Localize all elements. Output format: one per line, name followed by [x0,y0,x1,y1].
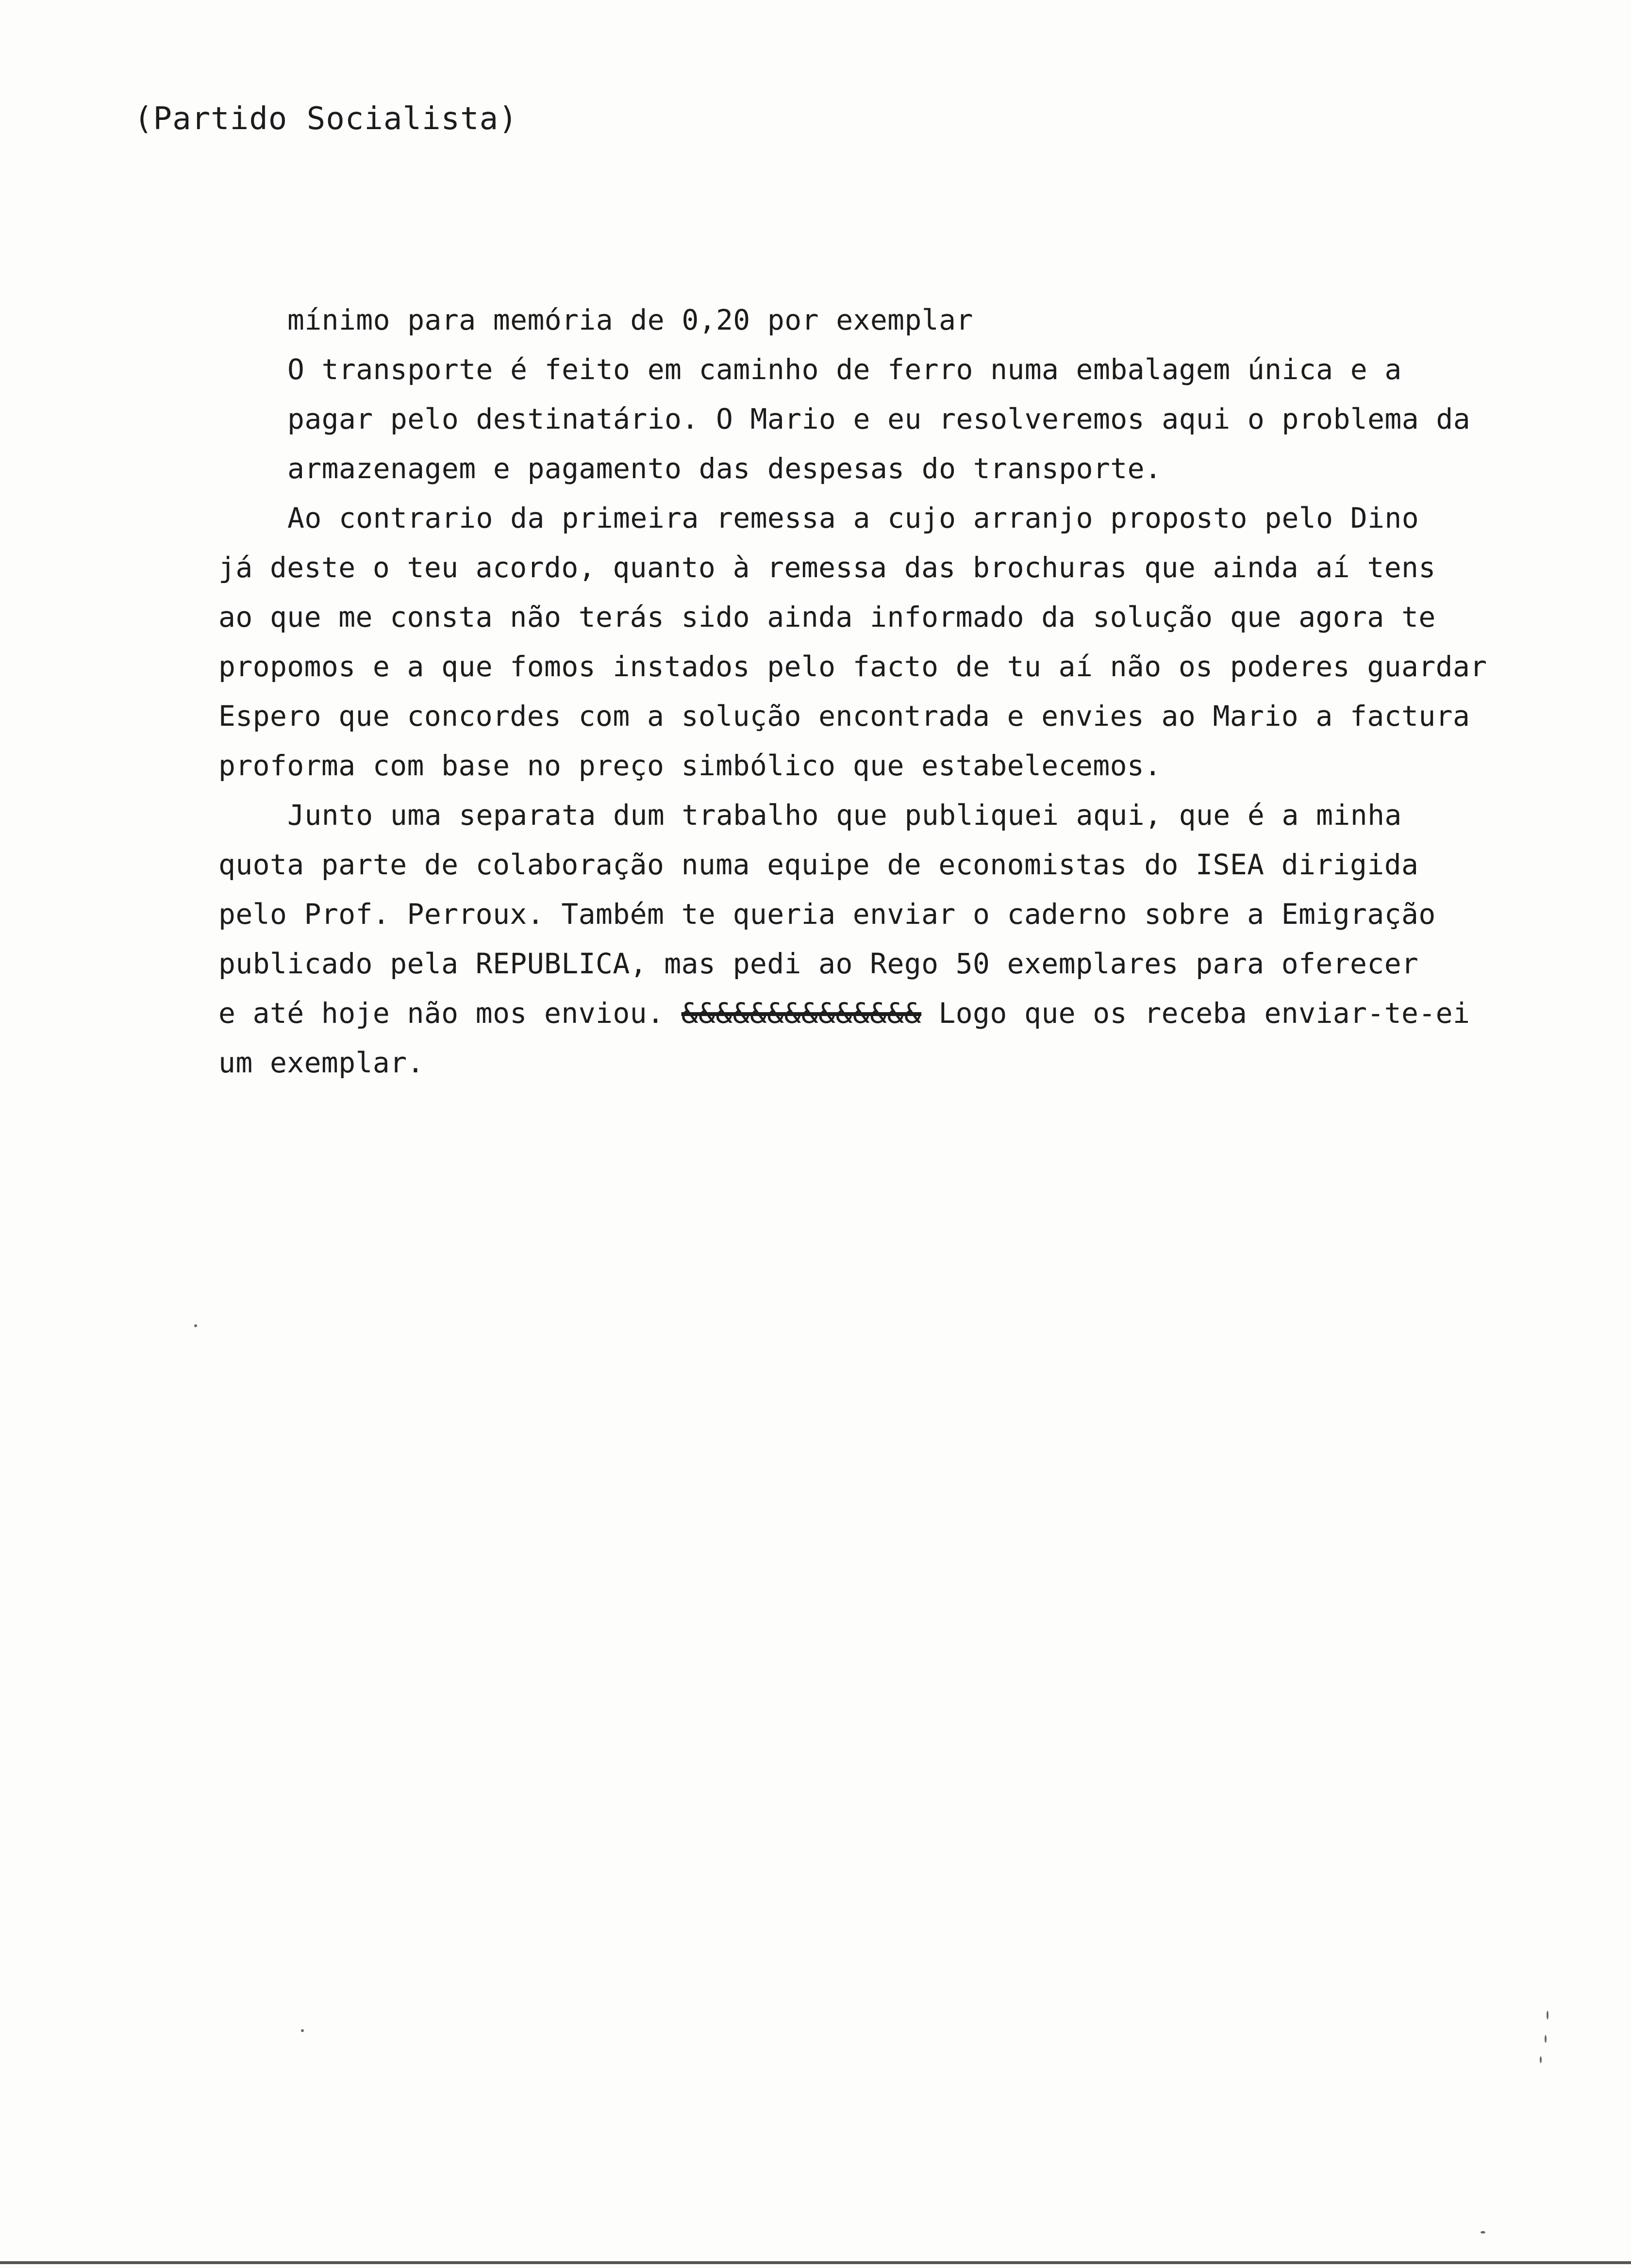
text-line: um exemplar. [218,1046,424,1079]
text-line: já deste o teu acordo, quanto à remessa das brochuras que ainda aí tens [218,551,1436,584]
paper-speck [1545,2035,1547,2043]
text-line: quota parte de colaboração numa equipe de economistas do ISEA dirigida [218,848,1419,881]
text-line-with-strikeout [218,988,1559,1038]
text-segment: e até hoje não mos enviou. [218,997,665,1030]
text-line: propomos e a que fomos instados pelo facto de tu aí não os poderes guardar [218,650,1487,683]
text-line: pagar pelo destinatário. O Mario e eu resolveremos aqui o problema da [287,402,1471,435]
paper-speck [1540,2056,1542,2063]
scan-bottom-edge [0,2261,1631,2264]
letter-body [218,295,1559,1087]
text-line: O transporte é feito em caminho de ferro numa embalagem única e a [287,353,1402,386]
paper-speck [301,2029,304,2032]
paper-speck [194,1324,197,1327]
text-line: publicado pela REPUBLICA, mas pedi ao Rego 50 exemplares para oferecer [218,947,1419,980]
text-line: ao que me consta não terás sido ainda informado da solução que agora te [218,600,1436,634]
party-header: (Partido Socialista) [134,101,518,137]
text-line: Junto uma separata dum trabalho que publiquei aqui, que é a minha [287,799,1402,832]
text-line: mínimo para memória de 0,20 por exemplar [287,303,973,336]
text-segment: Logo que os receba enviar-te-ei [938,997,1470,1030]
text-line: proforma com base no preço simbólico que estabelecemos. [218,749,1162,782]
paper-speck [1481,2231,1485,2234]
paper-speck [1547,2011,1548,2019]
text-line: Espero que concordes com a solução encontrada e envies ao Mario a factura [218,700,1470,733]
struck-out-text: &&&&&&&&&&&&&& [681,997,922,1030]
text-line: Ao contrario da primeira remessa a cujo arranjo proposto pelo Dino [287,501,1419,534]
text-line: armazenagem e pagamento das despesas do transporte. [287,452,1162,485]
text-line: pelo Prof. Perroux. Também te queria enviar o caderno sobre a Emigração [218,898,1436,931]
